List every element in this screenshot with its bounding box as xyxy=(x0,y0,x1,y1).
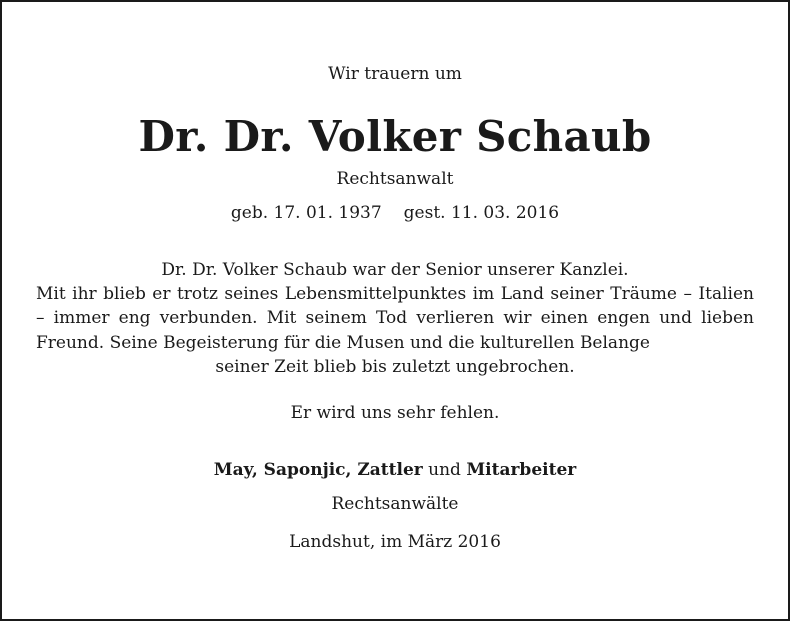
tribute-text xyxy=(36,258,754,379)
tribute-middle: Mit ihr blieb er trotz seines Lebensmittelpunktes im Land seiner Träume – Italien – immer eng verbunden. Mit seinem Tod verlieren wir einen engen und lieben Freund. Seine Begeisterung für die Musen und die kulturellen Belange xyxy=(36,284,754,353)
death-date: gest. 11. 03. 2016 xyxy=(403,203,560,223)
deceased-name: Dr. Dr. Volker Schaub xyxy=(138,112,652,161)
signer-conjunction: und xyxy=(428,460,461,480)
closing-line: Er wird uns sehr fehlen. xyxy=(290,403,500,423)
birth-date: geb. 17. 01. 1937 xyxy=(230,203,382,223)
place-date: Landshut, im März 2016 xyxy=(289,532,501,552)
signer-names: May, Saponjic, Zattler xyxy=(213,460,423,480)
intro-text: Wir trauern um xyxy=(328,64,462,84)
life-dates xyxy=(2,203,788,223)
tribute-first-line: Dr. Dr. Volker Schaub war der Senior unserer Kanzlei. xyxy=(161,260,629,280)
profession: Rechtsanwalt xyxy=(336,169,454,189)
tribute-last-line: seiner Zeit blieb bis zuletzt ungebrochen. xyxy=(215,356,575,377)
signers xyxy=(2,460,788,480)
signer-staff: Mitarbeiter xyxy=(466,460,577,480)
firm-label: Rechtsanwälte xyxy=(331,494,459,514)
